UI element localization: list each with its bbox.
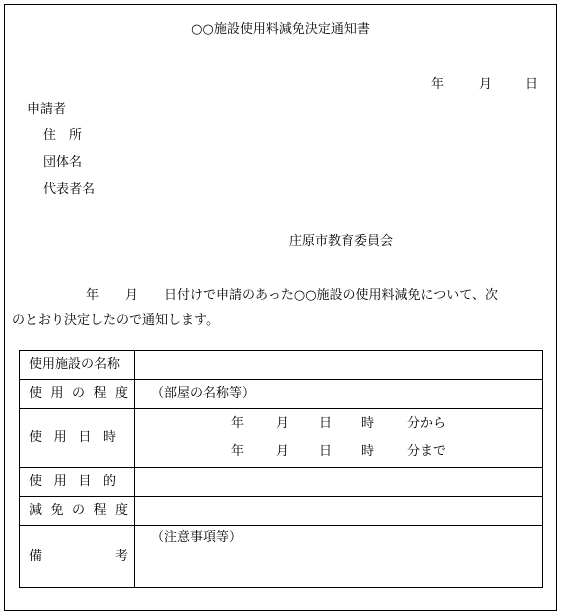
- reduction-degree-value: [135, 497, 543, 526]
- to-minute: 分まで: [407, 444, 447, 459]
- facility-name-label: 使用施設の名称: [20, 351, 135, 380]
- label-char: 減: [29, 503, 43, 518]
- label-char: 用: [53, 474, 67, 489]
- date-year: 年: [431, 77, 445, 92]
- date-month: 月: [479, 77, 493, 92]
- label-char: 用: [50, 386, 64, 401]
- label-char: 目: [78, 474, 92, 489]
- issuer-name: 庄原市教育委員会: [289, 234, 394, 249]
- table-row-usage-degree: [20, 380, 543, 409]
- purpose-label: [20, 468, 135, 497]
- table-row-purpose: [20, 468, 543, 497]
- label-char: 度: [114, 503, 128, 518]
- label-char: の: [71, 503, 85, 518]
- remarks-value: （注意事項等）: [135, 526, 543, 588]
- date-day: 日: [525, 77, 539, 92]
- from-minute: 分から: [407, 416, 447, 431]
- to-day: 日: [319, 444, 333, 459]
- applicant-representative-label: 代表者名: [43, 182, 96, 197]
- body-text-line-1: 年 月 日付けで申請のあった○○施設の使用料減免について、次: [86, 288, 499, 303]
- label-char: 程: [93, 386, 107, 401]
- usage-datetime-value: [135, 409, 543, 468]
- label-char: 使: [29, 430, 43, 445]
- label-char: 用: [53, 430, 67, 445]
- usage-degree-label: [20, 380, 135, 409]
- label-char: の: [71, 386, 85, 401]
- to-hour: 時: [361, 444, 375, 459]
- label-char: 的: [102, 474, 116, 489]
- decision-details-table: [19, 350, 543, 588]
- body-text-line-2: のとおり決定したので通知します。: [12, 313, 219, 328]
- label-char: 免: [50, 503, 64, 518]
- from-month: 月: [276, 416, 290, 431]
- label-char: 使: [29, 386, 43, 401]
- usage-degree-value: （部屋の名称等）: [135, 380, 543, 409]
- to-month: 月: [276, 444, 290, 459]
- reduction-degree-label: [20, 497, 135, 526]
- table-row-usage-datetime: [20, 409, 543, 468]
- label-char: 備: [29, 548, 43, 564]
- usage-datetime-to: [135, 438, 542, 466]
- label-char: 日: [78, 430, 92, 445]
- usage-datetime-label: [20, 409, 135, 468]
- label-char: 使: [29, 474, 43, 489]
- from-day: 日: [319, 416, 333, 431]
- table-row-remarks: [20, 526, 543, 588]
- label-char: 度: [114, 386, 128, 401]
- from-hour: 時: [361, 416, 375, 431]
- applicant-label: 申請者: [27, 102, 67, 117]
- from-year: 年: [231, 416, 245, 431]
- purpose-value: [135, 468, 543, 497]
- facility-name-value: [135, 351, 543, 380]
- table-row-reduction-degree: [20, 497, 543, 526]
- label-char: 程: [93, 503, 107, 518]
- remarks-label: [20, 526, 135, 588]
- label-char: 考: [114, 548, 128, 564]
- document-title: ○○施設使用料減免決定通知書: [191, 22, 370, 37]
- to-year: 年: [231, 444, 245, 459]
- applicant-group-label: 団体名: [43, 155, 83, 170]
- table-row-facility-name: [20, 351, 543, 380]
- usage-datetime-from: [135, 410, 542, 438]
- label-char: 時: [102, 430, 116, 445]
- issue-date: [431, 77, 538, 93]
- applicant-address-label: 住 所: [43, 128, 83, 143]
